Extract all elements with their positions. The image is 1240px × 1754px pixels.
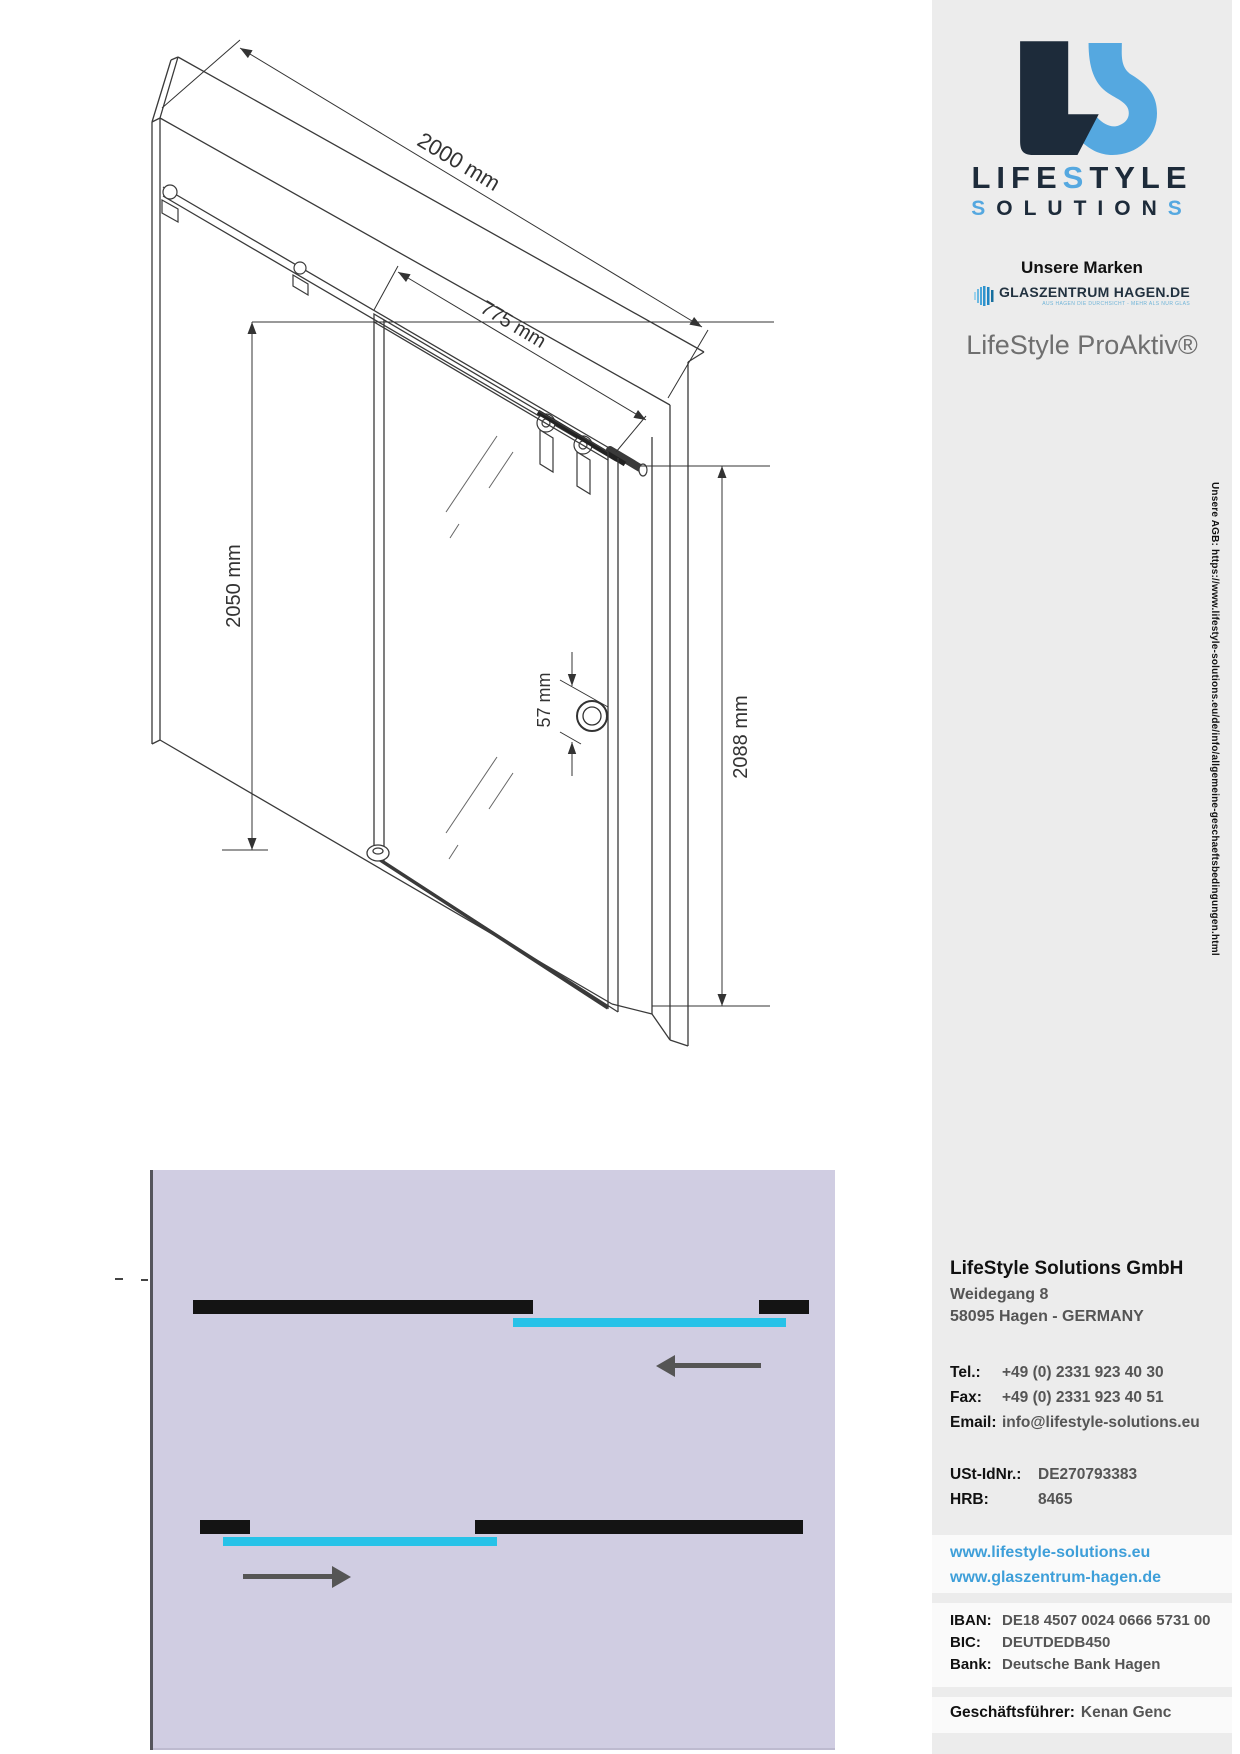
bic-value: DEUTDEDB450 xyxy=(1002,1634,1111,1651)
fax-label: Fax: xyxy=(950,1389,982,1406)
lifestyle-logo-mark xyxy=(1009,38,1157,160)
bic-row xyxy=(950,1632,1211,1654)
glaszentrum-tagline: AUS HAGEN DIE DURCHSICHT - MEHR ALS NUR GLAS xyxy=(1042,301,1191,307)
dim-door-width-lines xyxy=(374,266,646,452)
fax-row xyxy=(950,1385,1200,1410)
vat-row xyxy=(950,1462,1137,1487)
glass-reflection-marks xyxy=(446,436,513,859)
email-label: Email: xyxy=(950,1414,997,1431)
wordmark-blue-s: S xyxy=(1062,160,1090,195)
phone-value: +49 (0) 2331 923 40 30 xyxy=(1002,1364,1164,1381)
phone-label: Tel.: xyxy=(950,1364,981,1381)
glass-door-bar xyxy=(513,1318,786,1327)
wordmark-segment: OLUTION xyxy=(996,197,1168,220)
bank-name-row xyxy=(950,1654,1211,1676)
vat-label: USt-IdNr.: xyxy=(950,1466,1022,1483)
website-link-glaszentrum[interactable]: www.glaszentrum-hagen.de xyxy=(950,1569,1161,1586)
logo-wordmark-lifestyle xyxy=(932,160,1232,196)
ceo-row xyxy=(950,1700,1171,1725)
dim-handle-label: 57 mm xyxy=(534,672,554,728)
slide-left-arrow-shaft xyxy=(674,1363,761,1368)
registration-block xyxy=(950,1462,1137,1512)
dim-track-length-label: 2000 mm xyxy=(413,127,505,196)
hrb-row xyxy=(950,1487,1137,1512)
wordmark-segment: LIFE xyxy=(971,160,1063,195)
iban-label: IBAN: xyxy=(950,1612,992,1629)
wall-track-bar xyxy=(475,1520,803,1534)
ceo-label: Geschäftsführer: xyxy=(950,1704,1075,1721)
glaszentrum-name: GLASZENTRUM HAGEN.DE xyxy=(998,284,1191,300)
bank-block xyxy=(950,1610,1211,1676)
bank-value: Deutsche Bank Hagen xyxy=(1002,1656,1161,1673)
email-link[interactable]: info@lifestyle-solutions.eu xyxy=(1002,1414,1200,1431)
websites-block xyxy=(950,1540,1161,1590)
bic-label: BIC: xyxy=(950,1634,981,1651)
company-address xyxy=(950,1284,1144,1328)
slide-right-arrow xyxy=(332,1566,351,1588)
door-handle-knob xyxy=(577,701,607,731)
phone-row xyxy=(950,1360,1200,1385)
dim-handle-arrows xyxy=(568,674,576,754)
dim-glass-height-label: 2050 mm xyxy=(223,544,245,628)
dim-door-width-label: 775 mm xyxy=(476,296,550,353)
margin-dash xyxy=(115,1278,123,1280)
wordmark-blue-s: S xyxy=(1167,197,1193,220)
contact-block xyxy=(950,1360,1200,1435)
logo-s-shape xyxy=(1083,43,1157,155)
vat-value: DE270793383 xyxy=(1038,1466,1138,1483)
glass-door-bar xyxy=(223,1537,497,1546)
dim-total-height-label: 2088 mm xyxy=(730,695,752,779)
glass-door xyxy=(374,314,618,1012)
door-rollers xyxy=(537,414,647,494)
logo-wordmark-solutions xyxy=(932,197,1232,221)
track-mounts xyxy=(162,185,308,295)
address-street: Weidegang 8 xyxy=(950,1286,1049,1303)
ceo-block xyxy=(950,1700,1171,1725)
brand-proaktiv: LifeStyle ProAktiv® xyxy=(966,330,1198,360)
glaszentrum-bars-icon xyxy=(974,284,996,308)
margin-dash xyxy=(141,1279,148,1281)
wordmark-segment: TYLE xyxy=(1089,160,1193,195)
wall-track-bar xyxy=(193,1300,533,1314)
company-info-sidebar xyxy=(932,0,1232,1754)
agb-terms-url-vertical[interactable]: Unsere AGB: https://www.lifestyle-solutions.eu/de/info/allgemeine-geschaeftsbedingungen.html xyxy=(1209,482,1220,956)
iban-row xyxy=(950,1610,1211,1632)
ceo-value: Kenan Genc xyxy=(1080,1704,1172,1721)
company-name: LifeStyle Solutions GmbH xyxy=(950,1258,1184,1279)
brand-glaszentrum xyxy=(932,284,1232,308)
wordmark-blue-s: S xyxy=(971,197,997,220)
slide-right-arrow-shaft xyxy=(243,1574,332,1579)
slide-left-arrow xyxy=(656,1355,675,1377)
email-row xyxy=(950,1410,1200,1435)
bank-label: Bank: xyxy=(950,1656,992,1673)
hrb-value: 8465 xyxy=(1038,1491,1073,1508)
address-city: 58095 Hagen - GERMANY xyxy=(950,1308,1144,1325)
floor-guide xyxy=(367,845,389,861)
hrb-label: HRB: xyxy=(950,1491,989,1508)
wall-track-bar xyxy=(200,1520,250,1534)
sliding-direction-diagram xyxy=(150,1170,835,1750)
wall-track-bar xyxy=(759,1300,809,1314)
dim-glass-height-lines xyxy=(222,322,774,850)
brands-heading: Unsere Marken xyxy=(1021,258,1143,277)
sliding-door-technical-drawing xyxy=(0,0,840,1060)
fax-value: +49 (0) 2331 923 40 51 xyxy=(1002,1389,1164,1406)
iban-value: DE18 4507 0024 0666 5731 00 xyxy=(1002,1612,1211,1629)
website-link-lifestyle[interactable]: www.lifestyle-solutions.eu xyxy=(950,1544,1151,1561)
